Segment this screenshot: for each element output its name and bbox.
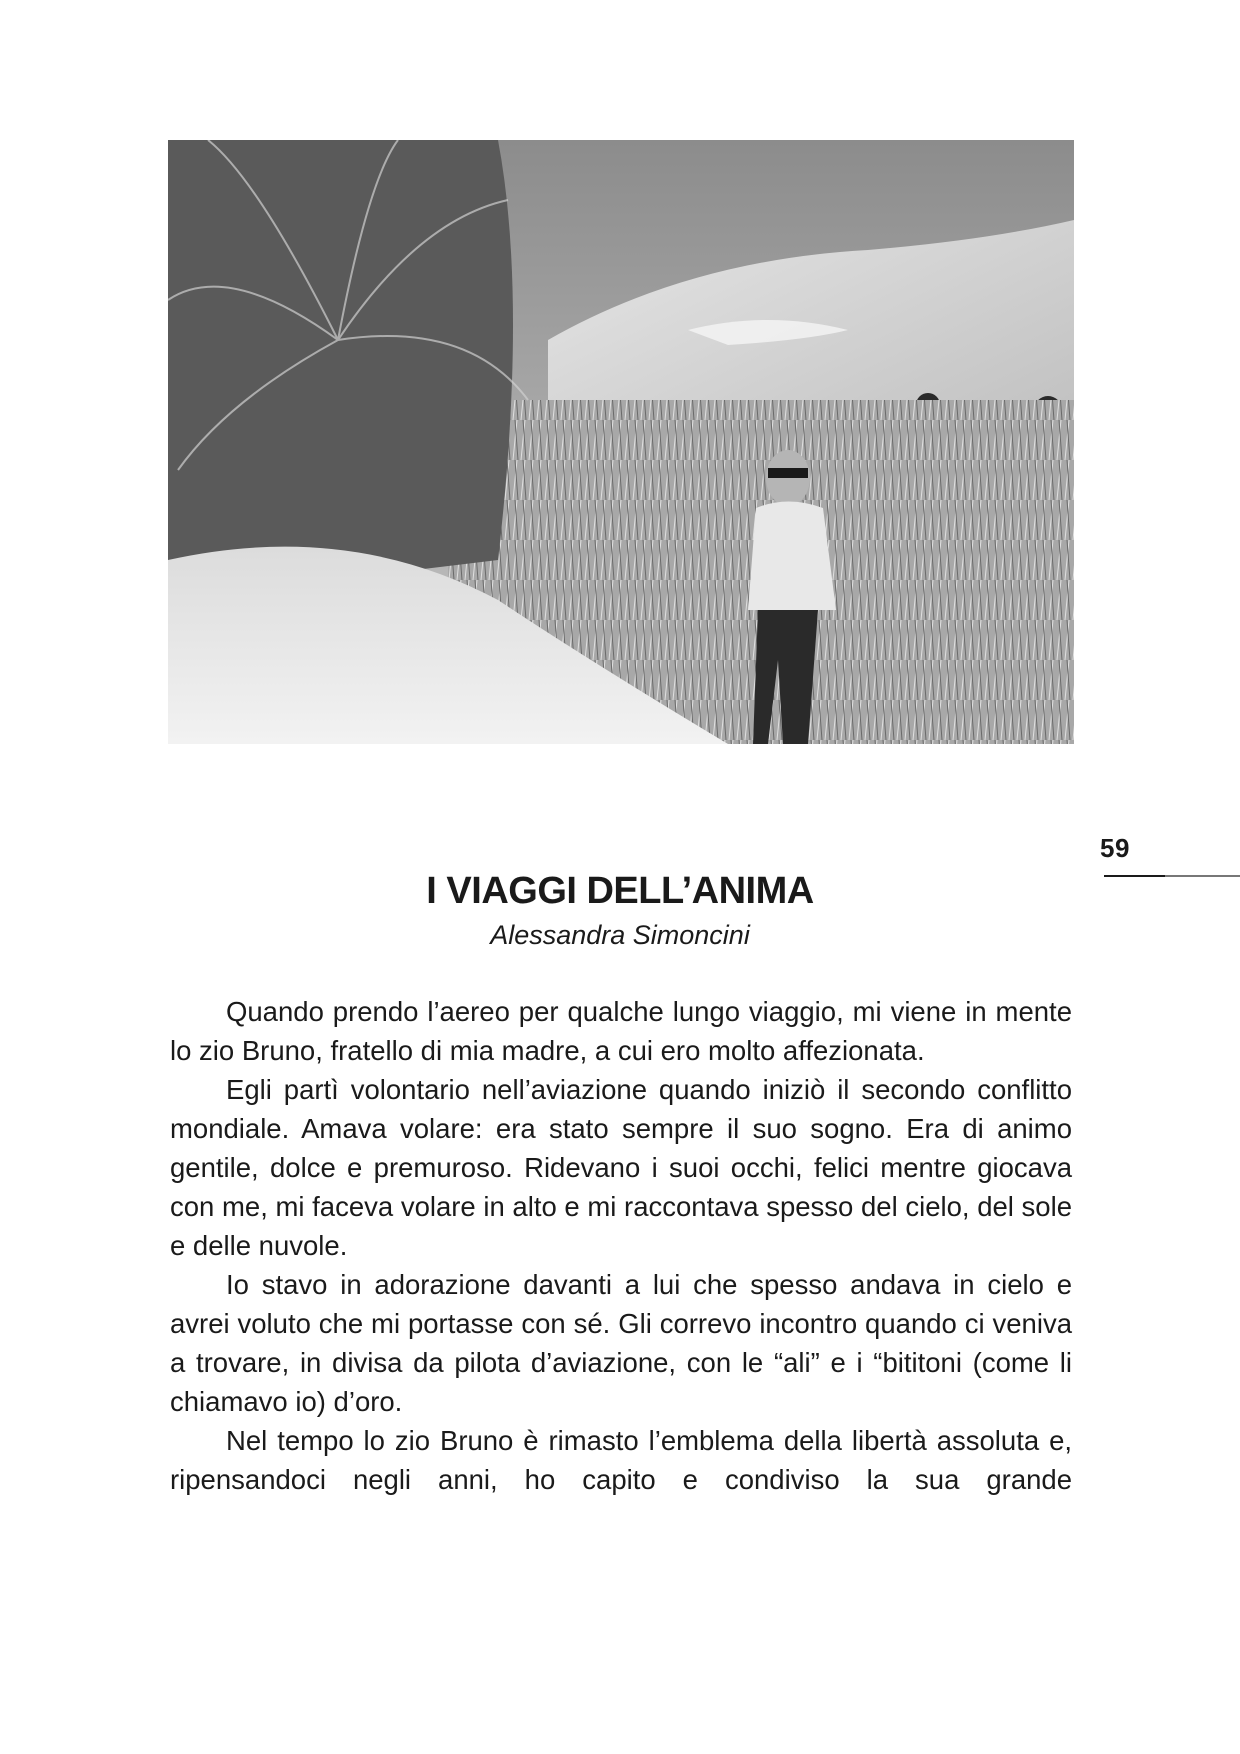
paragraph: Io stavo in adorazione davanti a lui che spesso andava in cielo e avrei voluto che mi portasse con sé. Gli correvo incontro quando ci veniva a trovare, in divisa da pilota d’aviazione, con le “ali” e i “bititoni (come li chiamavo io) d’oro. xyxy=(170,1269,1072,1417)
page-number: 59 xyxy=(1100,833,1130,863)
body-text xyxy=(170,992,1072,1499)
photo-image xyxy=(168,140,1074,744)
paragraph: Quando prendo l’aereo per qualche lungo viaggio, mi viene in mente lo zio Bruno, fratello di mia madre, a cui ero molto affezionata. xyxy=(170,996,1072,1066)
author-name: Alessandra Simoncini xyxy=(490,920,750,950)
oasis-photo xyxy=(168,140,1074,744)
paragraph: Egli partì volontario nell’aviazione quando iniziò il secondo conflitto mondiale. Amava volare: era stato sempre il suo sogno. Era di animo gentile, dolce e premuroso. Ridevano i suoi occhi, felici mentre giocava con me, mi faceva volare in alto e mi raccontava spesso del cielo, del sole e delle nuvole. xyxy=(170,1074,1072,1261)
chapter-title: I VIAGGI DELL’ANIMA xyxy=(426,870,814,912)
paragraph: Nel tempo lo zio Bruno è rimasto l’emblema della libertà assoluta e, ripensandoci negli anni, ho capito e condiviso la sua grande xyxy=(170,1425,1072,1495)
